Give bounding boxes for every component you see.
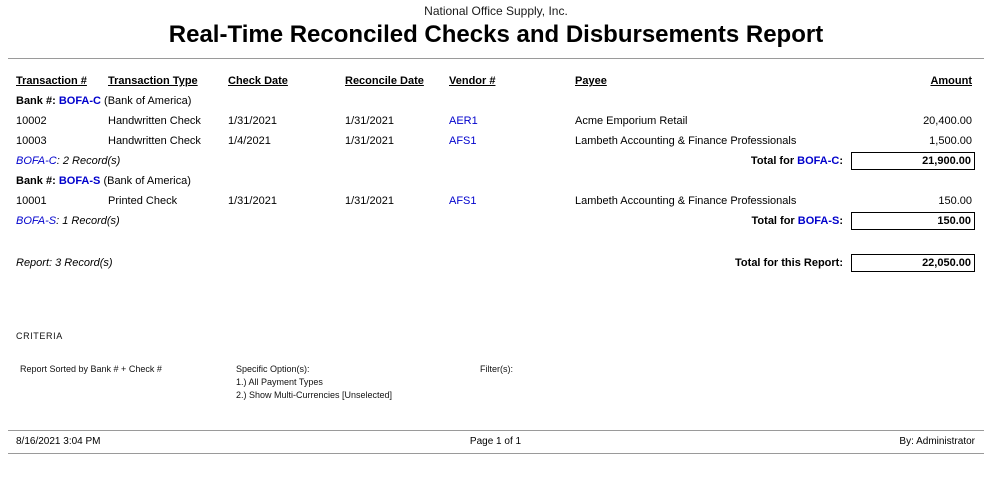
report-total-amount: 22,050.00 [851, 254, 975, 272]
cell-transaction: 10001 [16, 195, 47, 207]
bank-label: Bank #: [16, 175, 56, 187]
cell-amount: 20,400.00 [923, 115, 972, 127]
cell-check-date: 1/4/2021 [228, 135, 271, 147]
company-name: National Office Supply, Inc. [424, 4, 568, 18]
footer-page-number: Page 1 of 1 [469, 436, 522, 447]
cell-transaction: 10003 [16, 135, 47, 147]
column-header-amount: Amount [930, 75, 972, 87]
cell-reconcile-date: 1/31/2021 [345, 135, 394, 147]
cell-amount: 150.00 [938, 195, 972, 207]
criteria-specific-options [236, 363, 480, 402]
group-total-code-link[interactable]: BOFA-C [797, 155, 840, 167]
column-header-transaction: Transaction # [16, 75, 87, 87]
group-total-colon: : [839, 215, 843, 227]
bank-name: (Bank of America) [103, 175, 191, 187]
bank-label: Bank #: [16, 95, 56, 107]
report-total-label: Total for this Report: [735, 257, 843, 269]
cell-payee: Lambeth Accounting & Finance Professionals [575, 135, 797, 147]
cell-reconcile-date: 1/31/2021 [345, 115, 394, 127]
group-total-colon: : [839, 155, 843, 167]
cell-transaction-type: Printed Check [108, 195, 178, 207]
group-total-label [752, 211, 851, 231]
table-row [16, 191, 975, 211]
bank-group-header [16, 91, 975, 111]
group-subtotal-row [16, 151, 975, 171]
cell-transaction: 10002 [16, 115, 47, 127]
group-total-label [751, 151, 851, 171]
criteria-options-label: Specific Option(s): [236, 364, 310, 374]
column-header-vendor: Vendor # [449, 75, 496, 87]
criteria-section [16, 331, 976, 402]
cell-payee: Lambeth Accounting & Finance Professionals [575, 195, 797, 207]
column-header-transaction-type: Transaction Type [108, 75, 198, 87]
footer-divider-bottom [8, 453, 984, 454]
page-title: Real-Time Reconciled Checks and Disbursements Report [168, 21, 824, 48]
bank-code-link[interactable]: BOFA-C [58, 95, 101, 107]
criteria-option: 1.) All Payment Types [236, 377, 323, 387]
criteria-filters-label: Filter(s): [480, 364, 513, 374]
cell-amount: 1,500.00 [929, 135, 972, 147]
cell-vendor-link[interactable]: AFS1 [449, 135, 477, 147]
criteria-heading: CRITERIA [16, 331, 63, 341]
group-records-code-link[interactable]: BOFA-C [16, 155, 57, 167]
table-row [16, 111, 975, 131]
column-header-reconcile-date: Reconcile Date [345, 75, 424, 87]
group-records-code-link[interactable]: BOFA-S [16, 215, 57, 227]
cell-transaction-type: Handwritten Check [108, 135, 201, 147]
group-total-prefix: Total for [750, 155, 798, 167]
group-total-prefix: Total for [751, 215, 798, 227]
group-record-count [16, 211, 120, 231]
criteria-columns [20, 363, 976, 402]
header-divider [8, 58, 984, 59]
cell-payee: Acme Emporium Retail [575, 115, 688, 127]
cell-vendor-link[interactable]: AFS1 [449, 195, 477, 207]
group-total-code-link[interactable]: BOFA-S [797, 215, 840, 227]
bank-code-link[interactable]: BOFA-S [58, 175, 101, 187]
criteria-sorted-by: Report Sorted by Bank # + Check # [20, 364, 162, 374]
criteria-option: 2.) Show Multi-Currencies [Unselected] [236, 390, 393, 400]
footer-user: By: Administrator [899, 436, 975, 447]
report-total-row [16, 253, 975, 273]
bank-group-header [16, 171, 975, 191]
group-record-count [16, 151, 120, 171]
table-header-row [16, 71, 975, 91]
cell-vendor-link[interactable]: AER1 [449, 115, 478, 127]
cell-transaction-type: Handwritten Check [108, 115, 201, 127]
table-row [16, 131, 975, 151]
cell-check-date: 1/31/2021 [228, 195, 277, 207]
cell-check-date: 1/31/2021 [228, 115, 277, 127]
bank-name: (Bank of America) [104, 95, 192, 107]
cell-reconcile-date: 1/31/2021 [345, 195, 394, 207]
column-header-check-date: Check Date [228, 75, 288, 87]
report-footer [16, 436, 975, 447]
group-records-text: : 2 Record(s) [56, 155, 121, 167]
group-records-text: : 1 Record(s) [56, 215, 120, 227]
group-total-amount: 21,900.00 [851, 152, 975, 170]
report-table [16, 71, 975, 273]
group-subtotal-row [16, 211, 975, 231]
footer-datetime: 8/16/2021 3:04 PM [16, 436, 101, 447]
column-header-payee: Payee [575, 75, 607, 87]
footer-divider-top [8, 430, 984, 431]
group-total-amount: 150.00 [851, 212, 975, 230]
report-record-count: Report: 3 Record(s) [16, 257, 113, 269]
